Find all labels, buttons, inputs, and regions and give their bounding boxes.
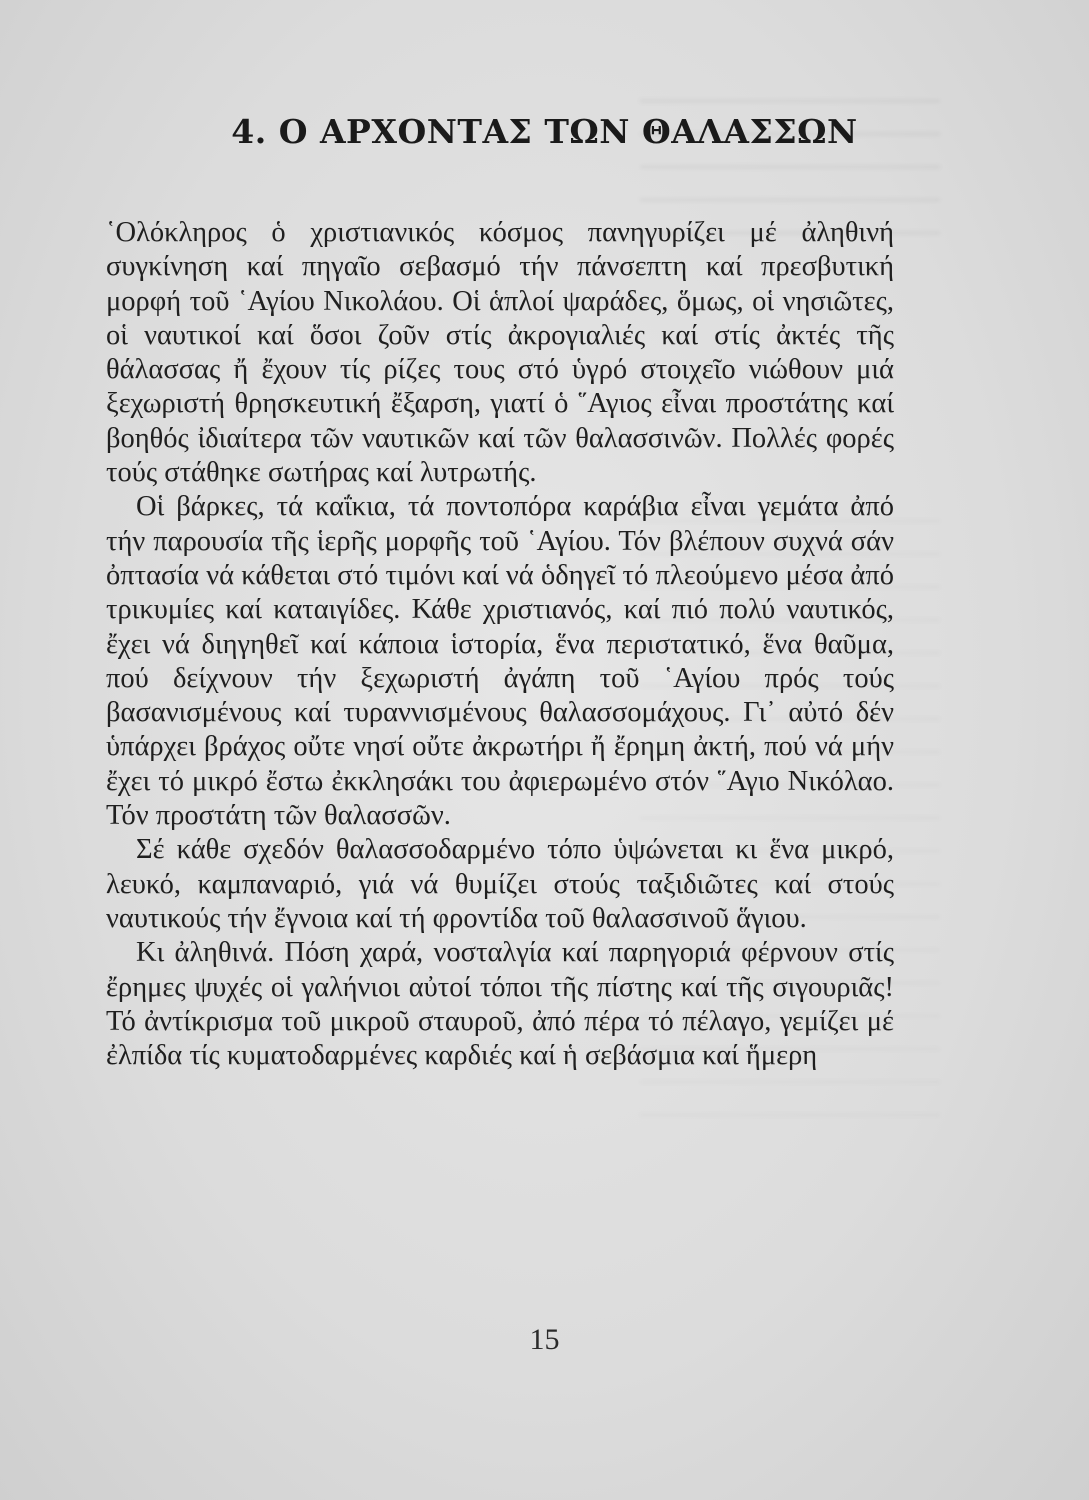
page-number: 15 [529,1323,560,1356]
paragraph-3: Σέ κάθε σχεδόν θαλασσοδαρμένο τόπο ὑψώνεται κι ἕνα μικρό, λευκό, καμπαναριό, γιά νά θυμίζει στούς ταξιδιῶτες καί στούς ναυτικούς τήν ἔγνοια καί τή φροντίδα τοῦ θαλασσινοῦ ἅγιου. [106,834,894,934]
chapter-title: 4. Ο ΑΡΧΟΝΤΑΣ ΤΩΝ ΘΑΛΑΣΣΩΝ [231,112,858,151]
paragraph-1: ῾Ολόκληρος ὁ χριστιανικός κόσμος πανηγυρίζει μέ ἀληθινή συγκίνηση καί πηγαῖο σεβασμό τήν πάνσεπτη καί πρεσβυτική μορφή τοῦ ῾Αγίου Νικολάου. Οἱ ἁπλοί ψαράδες, ὅμως, οἱ νησιῶτες, οἱ ναυτικοί καί ὅσοι ζοῦν στίς ἀκρογιαλιές καί στίς ἀκτές τῆς θάλασσας ἤ ἔχουν τίς ρίζες τους στό ὑγρό στοιχεῖο νιώθουν μιά ξεχωριστή θρησκευτική ἔξαρση, γιατί ὁ ῞Αγιος εἶναι προστάτης καί βοηθός ἰδιαίτερα τῶν ναυτικῶν καί τῶν θαλασσινῶν. Πολλές φορές τούς στάθηκε σωτήρας καί λυτρωτής. [106,217,894,489]
paragraph-2: Οἱ βάρκες, τά καΐκια, τά ποντοπόρα καράβια εἶναι γεμάτα ἀπό τήν παρουσία τῆς ἱερῆς μορφῆς τοῦ ῾Αγίου. Τόν βλέπουν συχνά σάν ὀπτασία νά κάθεται στό τιμόνι καί νά ὁδηγεῖ τό πλεούμενο μέσα ἀπό τρικυμίες καί καταιγίδες. Κάθε χριστιανός, καί πιό πολύ ναυτικός, ἔχει νά διηγηθεῖ καί κάποια ἱστορία, ἕνα περιστατικό, ἕνα θαῦμα, πού δείχνουν τήν ξεχωριστή ἀγάπη τοῦ ῾Αγίου πρός τούς βασανισμένους καί τυραννισμένους θαλασσομάχους. Γι᾿ αὐτό δέν ὑπάρχει βράχος οὔτε νησί οὔτε ἀκρωτήρι ἤ ἔρημη ἀκτή, πού νά μήν ἔχει τό μικρό ἔστω ἐκκλησάκι του ἀφιερωμένο στόν ῞Αγιο Νικόλαο. Τόν προστάτη τῶν θαλασσῶν. [106,491,894,832]
paragraph-4: Κι ἀληθινά. Πόση χαρά, νοσταλγία καί παρηγοριά φέρνουν στίς ἔρημες ψυχές οἱ γαλήνιοι αὐτοί τόποι τῆς πίστης καί τῆς σιγουριᾶς! Τό ἀντίκρισμα τοῦ μικροῦ σταυροῦ, ἀπό πέρα τό πέλαγο, γεμίζει μέ ἐλπίδα τίς κυματοδαρμένες καρδιές καί ἡ σεβάσμια καί ἥμερη [106,937,894,1072]
body-text [106,216,894,1073]
